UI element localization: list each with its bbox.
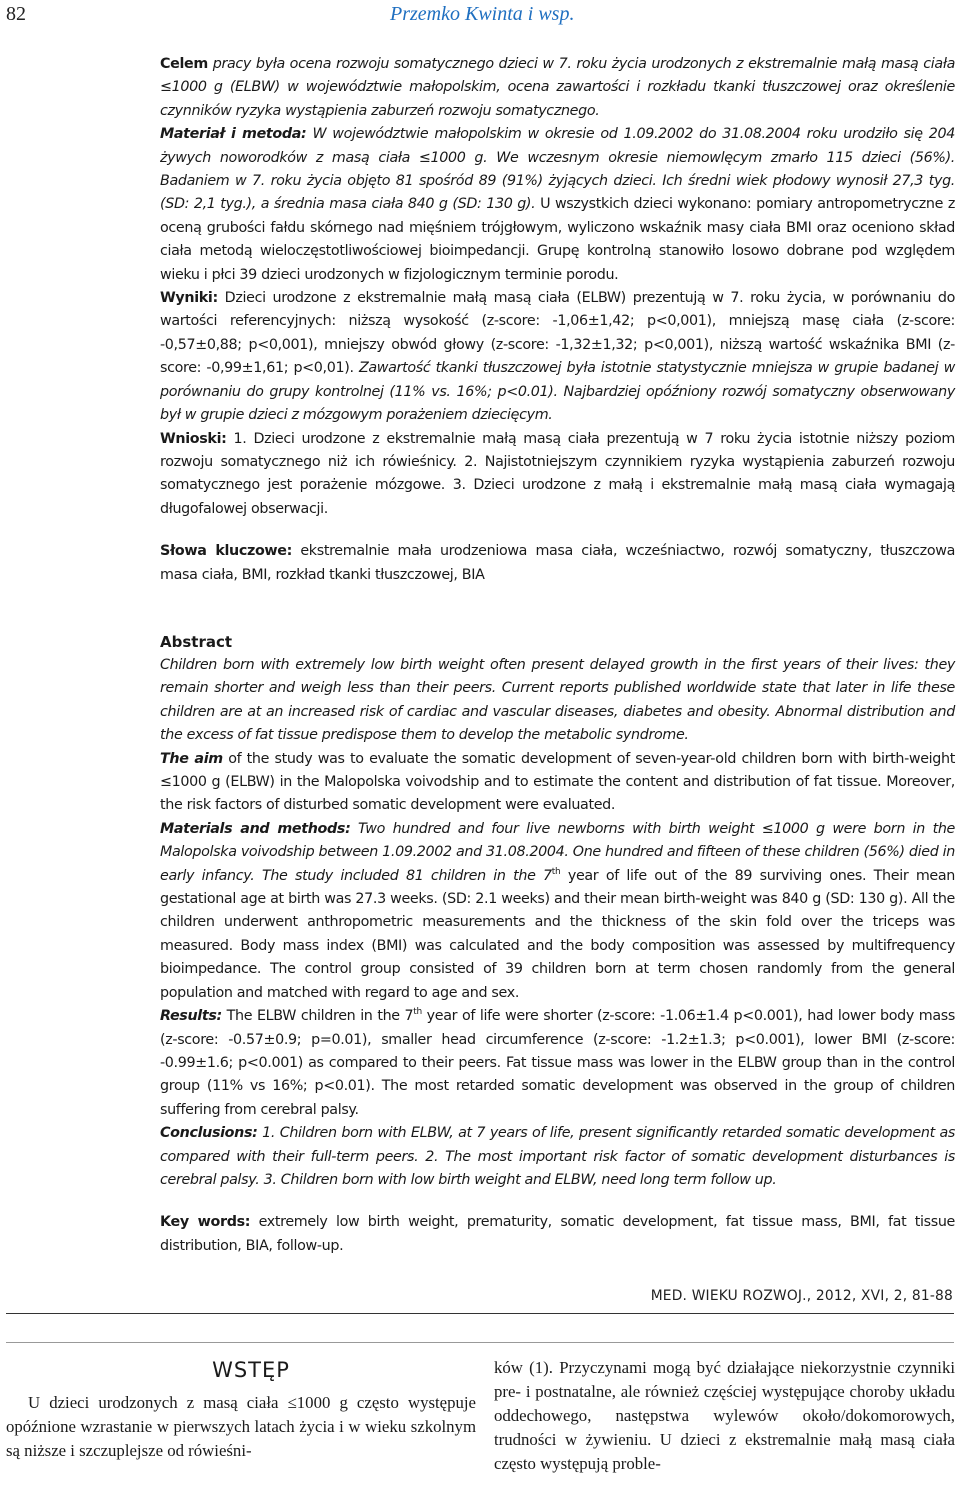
english-abstract-body xyxy=(160,654,955,1192)
methods-text: W województwie małopolskim w okresie od 1.09.2002 do 31.08.2004 roku urodziło się 204 żywych noworodków z masą ciała ≤1000 g. We wczesnym okresie niemowlęcym zmarło 115 dzieci (56%). Badaniem w 7. roku życia objęto 81 spośród 89 (91%) żyjących dzieci. Ich średni wiek płodowy wynosił 27,3 tyg. (SD: 2,1 tyg.), a średnia masa ciała 840 g (SD: 130 g). xyxy=(160,126,955,213)
methods-label: Materiał i metoda: xyxy=(160,126,307,143)
intro-right-text: ków (1). Przyczynami mogą być działające niekorzystnie czynniki pre- i postnatalne, ale również częściej występujące choroby układu oddechowego, następstwa wylewów około/dokomorowych, trudności w żywieniu. U dzieci z ekstremalnie małą masą ciała często występują proble- xyxy=(494,1358,955,1473)
results-text: Dzieci urodzone z ekstremalnie małą masą ciała (ELBW) prezentują w 7. roku życia, w porównaniu do wartości referencyjnych: niższą wysokość (z-score: -1,06±1,42; p<0,001), mniejszą masę ciała (z-score: -0,57±0,88; p<0,001), mniejszy obwód głowy (z-score: -1,32±1,32; p<0,001), niższą wartość wskaźnika BMI (z-score: -0,99±1,61; p<0,01). xyxy=(160,290,955,377)
abstract-aim-label: The aim xyxy=(160,750,223,767)
abstract-methods-label: Materials and methods: xyxy=(160,820,351,837)
page-number: 82 xyxy=(6,3,26,25)
polish-abstract-body xyxy=(160,53,955,521)
abstract-results-text-b: year of life were shorter (z-score: -1.06±1.4 p<0.001), had lower body mass (z-score: -0.57±0.9; p=0.01), smaller head circumference (z-score: -1.2±1.3; p<0.001), lower BMI (z-score: -0.99±1.6; p<0.001) as compared to their peers. Fat tissue mass was lower in the ELBW group than in the control group (11% vs 16%; p<0.01). The most retarded somatic development was observed in the group of children suffering from cerebral palsy. xyxy=(160,1008,955,1118)
abstract-heading: Abstract xyxy=(160,633,233,651)
abstract-aim-text: of the study was to evaluate the somatic development of seven-year-old children born with birth-weight ≤1000 g (ELBW) in the Malopolska voivodship and to estimate the content and distribution of fat tissue. Moreover, the risk factors of disturbed somatic development were evaluated. xyxy=(160,750,955,814)
english-keywords xyxy=(160,1211,955,1258)
abstract-results-sup: th xyxy=(413,1007,422,1018)
conclusions-text: 1. Dzieci urodzone z ekstremalnie małą masą ciała prezentują w 7 roku życia istotnie niższy poziom rozwoju somatycznego niż ich rówieśnicy. 2. Najistotniejszym czynnikiem ryzyka wystąpienia zaburzeń rozwoju somatycznego jest porażenie mózgowe. 3. Dzieci urodzone z małą i ekstremalnie małą masą ciała wymagają długofalowej obserwacji. xyxy=(160,430,955,517)
english-abstract xyxy=(160,630,955,1258)
journal-citation: MED. WIEKU ROZWOJ., 2012, XVI, 2, 81-88 xyxy=(650,1288,953,1304)
aim-label: Celem xyxy=(160,56,208,72)
running-head: Przemko Kwinta i wsp. xyxy=(390,3,575,25)
divider-upper xyxy=(6,1313,954,1314)
aim-text: pracy była ocena rozwoju somatycznego dzieci w 7. roku życia urodzonych z ekstremalnie małą masą ciała ≤1000 g (ELBW) w województwie małopolskim, ocena zawartości i rozkładu tkanki tłuszczowej oraz określenie czynników ryzyka wystąpienia zaburzeń rozwoju somatycznego. xyxy=(160,56,955,119)
results-label: Wyniki: xyxy=(160,290,218,307)
abstract-methods-text-b: year of life out of the 89 surviving ones. Their mean gestational age at birth was 27.3 weeks. (SD: 2.1 weeks) and their mean birth-weight was 840 g (SD: 130 g). All the children underwent anthropometric measurements and the thickness of the skin fold over the triceps was measured. Body mass index (BMI) was calculated and the body composition was assessed by multifrequency bioimpedance. The control group consisted of 39 children born at term chosen randomly from the general population and matched with regard to age and sex. xyxy=(160,867,955,1001)
polish-abstract xyxy=(160,53,955,587)
conclusions-label: Wnioski: xyxy=(160,430,227,447)
abstract-conclusions-text: 1. Children born with ELBW, at 7 years of life, present significantly retarded somatic development as compared with their full-term peers. 2. The most important risk factor of somatic development disturbances is cerebral palsy. 3. Children born with low birth weight and ELBW, need long term follow up. xyxy=(160,1125,955,1188)
intro-left-text: U dzieci urodzonych z masą ciała ≤1000 g często występuje opóźnione wzrastanie w pierwszych latach życia i w wieku szkolnym są niższe i szczuplejsze od rówieśni- xyxy=(6,1393,476,1460)
abstract-methods-sup: th xyxy=(551,866,561,877)
results-text-2: Zawartość tkanki tłuszczowej była istotnie statystycznie mniejsza w grupie badanej w porównaniu do grupy kontrolnej (11% vs. 16%; p<0.01). Najbardziej opóźniony rozwój somatyczny obserwowany był w grupie dzieci z mózgowym porażeniem dziecięcym. xyxy=(160,360,955,424)
polish-keywords-text: ekstremalnie mała urodzeniowa masa ciała, wcześniactwo, rozwój somatyczny, tłuszczowa masa ciała, BMI, rozkład tkanki tłuszczowej, BIA xyxy=(160,543,955,583)
polish-keywords xyxy=(160,540,955,587)
methods-text-2: U wszystkich dzieci wykonano: pomiary antropometryczne z oceną grubości fałdu skórnego nad mięśniem trójgłowym, wyliczono wskaźnik masy ciała BMI oraz oceniono skład ciała metodą wieloczęstotliwościowej bioimpedancji. Grupę kontrolną stanowiło losowo dobrane pod względem wieku i płci 39 dzieci urodzonych w fizjologicznym terminie porodu. xyxy=(160,196,955,283)
english-keywords-text: extremely low birth weight, prematurity, somatic development, fat tissue mass, BMI, fat tissue distribution, BIA, follow-up. xyxy=(160,1214,955,1254)
intro-right-column xyxy=(494,1356,955,1476)
intro-left-column xyxy=(6,1355,476,1463)
polish-keywords-label: Słowa kluczowe: xyxy=(160,543,292,560)
page-header xyxy=(0,0,960,30)
abstract-conclusions-label: Conclusions: xyxy=(160,1125,258,1142)
abstract-results-text-a: The ELBW children in the 7 xyxy=(221,1008,414,1025)
abstract-results-label: Results: xyxy=(160,1008,222,1025)
abstract-intro: Children born with extremely low birth weight often present delayed growth in the first years of their lives: they remain shorter and weigh less than their peers. Current reports published worldwide state that later in life these children are at an increased risk of cardiac and vascular diseases, diabetes and obesity. Abnormal distribution and the excess of fat tissue predispose them to develop the metabolic syndrome. xyxy=(160,657,955,744)
abstract-methods-text-a: Two hundred and four live newborns with birth weight ≤1000 g were born in the Malopolska voivodship between 1.09.2002 and 31.08.2004. One hundred and fifteen of these children (56%) died in early infancy. The study included 81 children in the 7 xyxy=(160,820,955,884)
section-heading-wstep: WSTĘP xyxy=(212,1358,290,1382)
divider-lower xyxy=(6,1342,954,1343)
english-keywords-label: Key words: xyxy=(160,1214,251,1231)
